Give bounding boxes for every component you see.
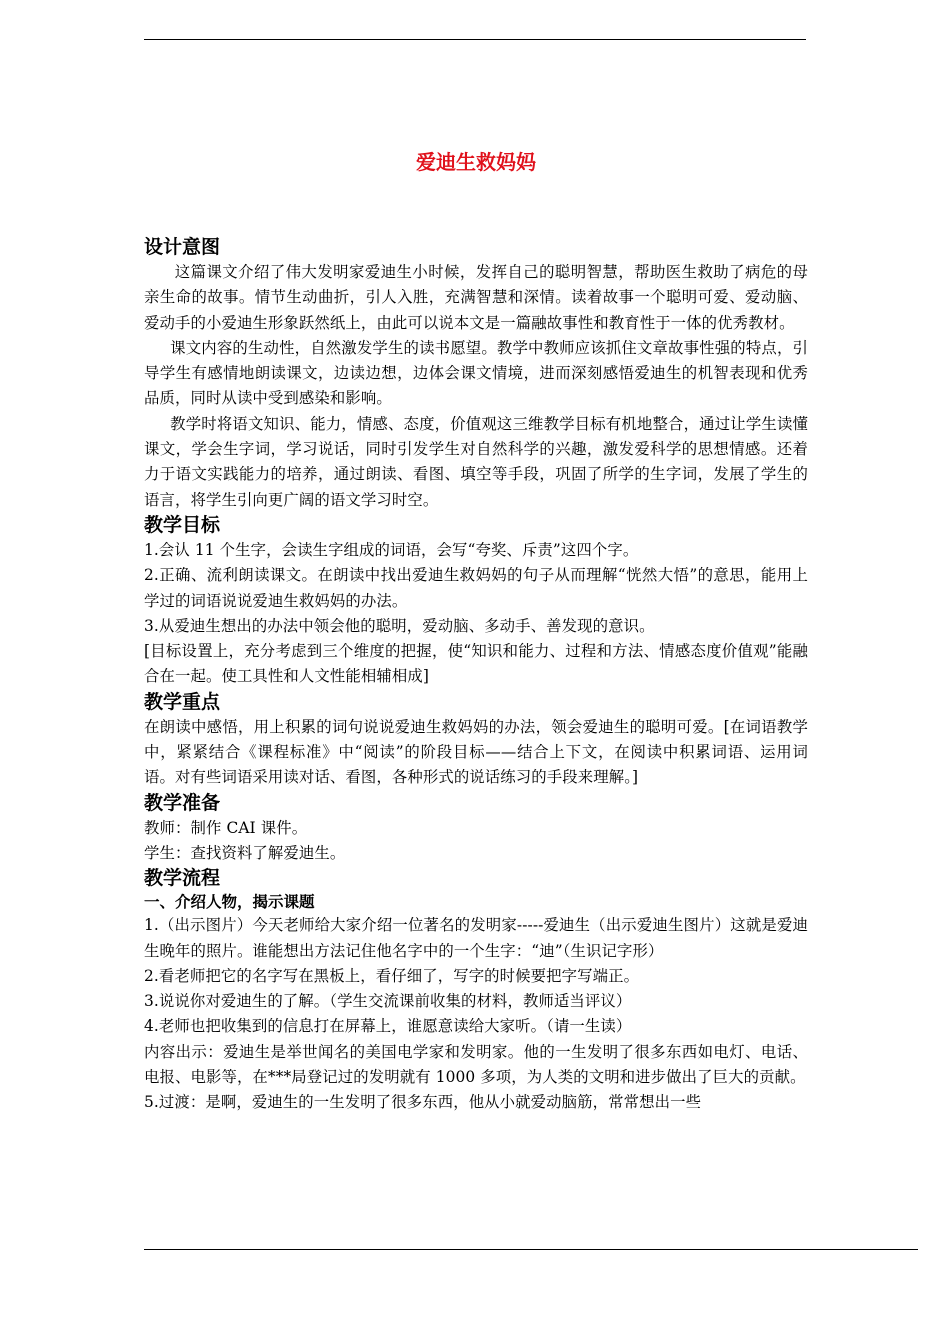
paragraph: 这篇课文介绍了伟大发明家爱迪生小时候，发挥自己的聪明智慧，帮助医生救助了病危的母亲生命的故事。情节生动曲折，引人入胜，充满智慧和深情。读着故事一个聪明可爱、爱动脑、爱动手的小爱迪生形象跃然纸上，由此可以说本文是一篇融故事性和教育性于一体的优秀教材。 — [144, 263, 808, 332]
subsection-heading: 一、介绍人物，揭示课题 — [144, 893, 315, 912]
paragraph: 教学时将语文知识、能力，情感、态度，价值观这三维教学目标有机地整合，通过让学生读懂课文，学会生字词，学习说话，同时引发学生对自然科学的兴趣，激发爱科学的思想情感。还着力于语文实践能力的培养，通过朗读、看图、填空等手段，巩固了所学的生字词，发展了学生的语言，将学生引向更广阔的语文学习时空。 — [144, 414, 808, 509]
list-item: [目标设置上，充分考虑到三个维度的把握，使“知识和能力、过程和方法、情感态度价值观”能融合在一起。使工具性和人文性能相辅相成] — [144, 642, 808, 686]
header-rule — [144, 39, 806, 40]
section-heading-focus: 教学重点 — [144, 690, 221, 713]
list-item: 5.过渡：是啊，爱迪生的一生发明了很多东西，他从小就爱动脑筋，常常想出一些 — [144, 1093, 702, 1112]
section-heading-goals: 教学目标 — [144, 513, 221, 536]
list-item: 内容出示：爱迪生是举世闻名的美国电学家和发明家。他的一生发明了很多东西如电灯、电话、电报、电影等，在***局登记过的发明就有 1000 多项，为人类的文明和进步做出了巨大的贡献。 — [144, 1042, 808, 1087]
list-item: 3.从爱迪生想出的办法中领会他的聪明，爱动脑、多动手、善发现的意识。 — [144, 616, 655, 635]
paragraph: 课文内容的生动性，自然激发学生的读书愿望。教学中教师应该抓住文章故事性强的特点，引导学生有感情地朗读课文，边读边想，边体会课文情境，进而深刻感悟爱迪生的机智表现和优秀品质，同时从读中受到感染和影响。 — [144, 338, 808, 408]
section-heading-flow: 教学流程 — [144, 867, 221, 890]
list-item: 2.看老师把它的名字写在黑板上，看仔细了，写字的时候要把字写端正。 — [144, 966, 640, 985]
paragraph: 在朗读中感悟，用上积累的词句说说爱迪生救妈妈的办法，领会爱迪生的聪明可爱。[在词语教学中，紧紧结合《课程标准》中“阅读”的阶段目标——结合上下文，在阅读中积累词语、运用词语。对有些词语采用读对话、看图，各种形式的说话练习的手段来理解。] — [144, 717, 808, 787]
footer-rule — [144, 1249, 918, 1250]
list-item: 2.正确、流利朗读课文。在朗读中找出爱迪生救妈妈的句子从而理解“恍然大悟”的意思，能用上学过的词语说说爱迪生救妈妈的办法。 — [144, 566, 808, 610]
page-title: 爱迪生救妈妈 — [416, 150, 536, 174]
list-item: 3.说说你对爱迪生的了解。（学生交流课前收集的材料，教师适当评议） — [144, 992, 632, 1011]
list-item: 1.会认 11 个生字，会读生字组成的词语，会写“夸奖、斥责”这四个字。 — [144, 540, 639, 559]
section-heading-prep: 教学准备 — [144, 791, 221, 814]
document-body — [144, 148, 808, 1116]
list-item: 4.老师也把收集到的信息打在屏幕上，谁愿意读给大家听。（请一生读） — [144, 1017, 632, 1036]
list-item: 教师：制作 CAI 课件。 — [144, 818, 308, 837]
list-item: 1.（出示图片）今天老师给大家介绍一位著名的发明家-----爱迪生（出示爱迪生图片）这就是爱迪生晚年的照片。谁能想出方法记住他名字中的一个生字：“迪”（生识记字形） — [144, 916, 808, 960]
list-item: 学生：查找资料了解爱迪生。 — [144, 843, 346, 862]
section-heading-design: 设计意图 — [144, 236, 221, 258]
